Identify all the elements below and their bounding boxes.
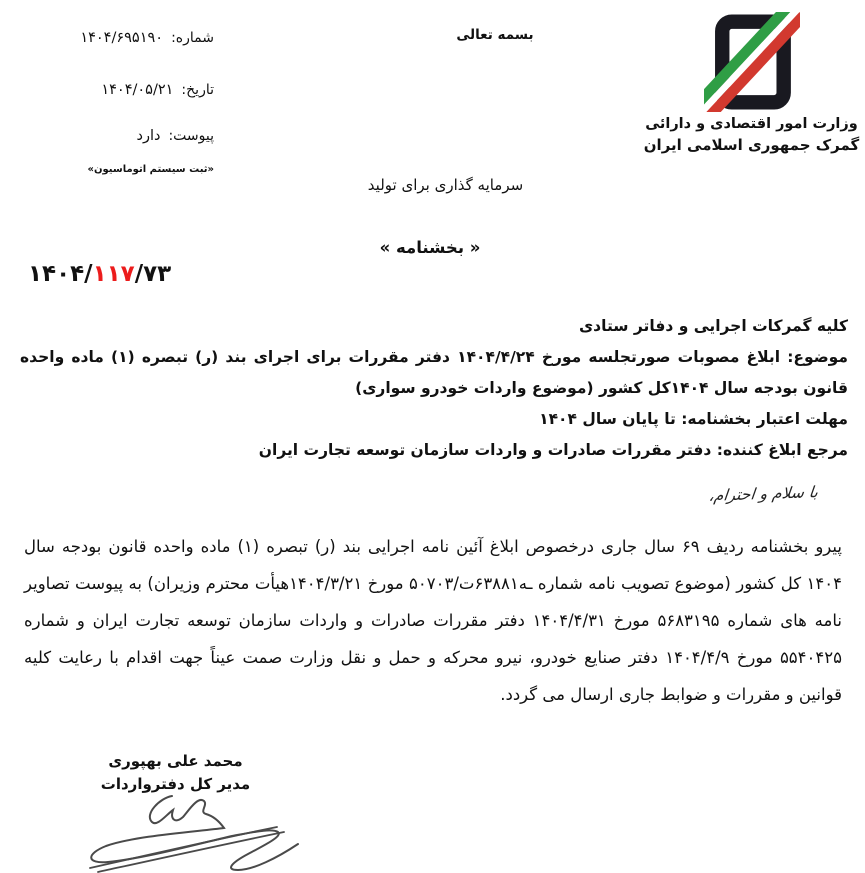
attachment-label: پیوست: [168,128,214,144]
body-paragraph [24,528,842,713]
ministry-name: وزارت امور اقتصادی و دارائی [645,116,858,132]
validity-line: مهلت اعتبار بخشنامه: تا پایان سال ۱۴۰۴ [539,410,848,428]
issuing-authority-line: مرجع ابلاغ کننده: دفتر مقررات صادرات و واردات سازمان توسعه تجارت ایران [258,441,848,459]
automation-note: «ثبت سیستم اتوماسیون» [87,164,214,175]
doc-date-label: تاریخ: [181,82,214,98]
doc-type-title: « بخشنامه » [379,238,481,257]
circular-number-suffix: /۷۳ [134,261,172,287]
bismillah-text: بسمه تعالی [456,27,534,43]
recipients-line: کلیه گمرکات اجرایی و دفاتر ستادی [578,317,848,335]
body-text-part1: پیرو بخشنامه ردیف ۶۹ سال جاری درخصوص ابلاغ آئین نامه اجرایی بند (ر) تبصره (۱) ماده واحده قانون بودجه سال ۱۴۰۴ کل کشور (موضوع تصویب نامه شماره [24,537,842,593]
subject-line: موضوع: ابلاغ مصوبات صورتجلسه مورخ ۱۴۰۴/۴/۲۴ دفتر مقررات برای اجرای بند (ر) تبصره (۱) ماده واحده قانون بودجه سال ۱۴۰۴کل کشور (موضوع واردات خودرو سواری) [20,348,848,397]
header-lines-block [20,311,848,466]
doc-date-value: ۱۴۰۴/۰۵/۲۱ [101,82,174,98]
decree-number: ۵۰۷۰۳/ت۶۳۸۸۱هـ [409,574,533,593]
doc-number-row [80,30,214,46]
letterhead-block [643,12,860,154]
circular-number-highlight: ۱۱۷ [92,261,135,287]
doc-number-label: شماره: [171,30,214,46]
signatory-name: محمد علی بهپوری [108,752,243,770]
doc-number-value: ۱۴۰۴/۶۹۵۱۹۰ [80,30,164,46]
letter-meta-block [18,0,214,190]
customs-logo-icon [704,12,800,112]
body-text-part2: مورخ ۱۴۰۴/۳/۲۱هیأت محترم وزیران) به پیوست تصاویر نامه های شماره ۵۶۸۳۱۹۵ مورخ ۱۴۰۴/۴/۳۱ دفتر مقررات صادرات و واردات سازمان توسعه تجارت ایران و شماره ۵۵۴۰۴۲۵ مورخ ۱۴۰۴/۴/۹ دفتر صنایع خودرو، نیرو محرکه و حمل و نقل وزارت صمت عیناً جهت اقدام با رعایت کلیه قوانین و مقررات و ضوابط جاری ارسال می گردد. [24,574,842,704]
signatory-title: مدیر کل دفترواردات [100,775,251,793]
attachment-row [136,128,214,144]
signature-scribble [72,788,312,873]
slogan-text: سرمایه گذاری برای تولید [367,176,524,194]
organization-name: گمرک جمهوری اسلامی ایران [643,136,860,154]
attachment-value: دارد [136,128,161,144]
circular-number [28,261,171,287]
signature-loop-path [91,796,298,870]
doc-date-row [101,82,214,98]
circular-number-year: ۱۴۰۴/ [28,261,93,287]
salutation-handwriting: با سلام و احترام، [707,482,819,505]
